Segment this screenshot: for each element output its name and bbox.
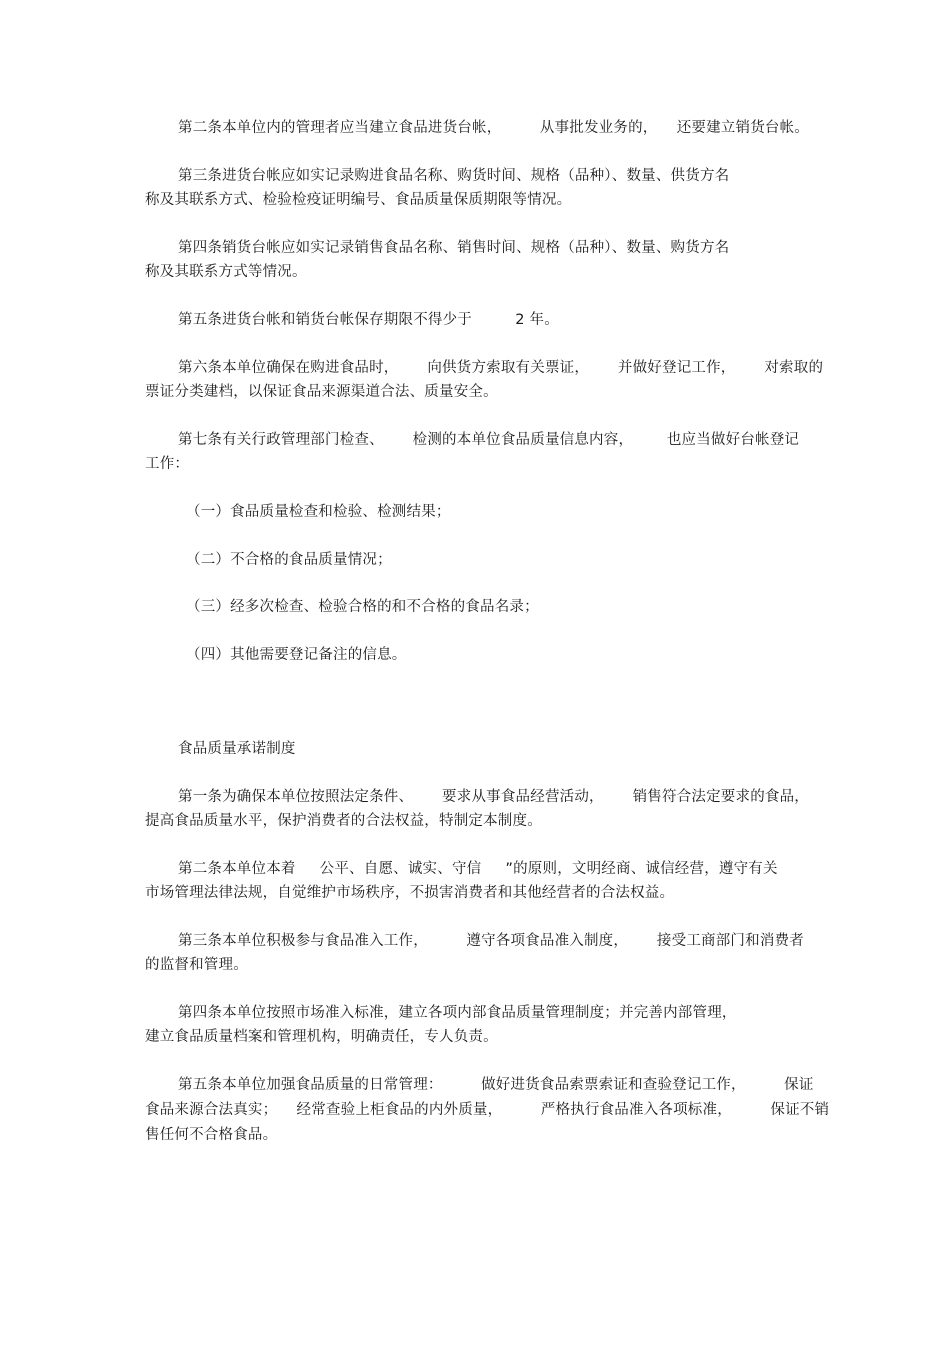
list-item: （四）其他需要登记备注的信息。 (186, 647, 407, 663)
s1-art7-line2: 工作： (145, 456, 190, 472)
s1-art5-line1: 第五条进货台帐和销货台帐保存期限不得少于 2 年。 (178, 312, 559, 328)
s1-art7-line1: 第七条有关行政管理部门检查、 检测的本单位食品质量信息内容， 也应当做好台帐登记 (178, 432, 800, 448)
s1-art6-line1: 第六条本单位确保在购进食品时， 向供货方索取有关票证， 并做好登记工作， 对索取的 (178, 360, 824, 376)
s2-art5-line3: 售任何不合格食品。 (145, 1127, 278, 1143)
s2-art2-line1: 第二条本单位本着 公平、自愿、诚实、守信 ”的原则，文明经商、诚信经营，遵守有关 (178, 861, 778, 877)
s1-art3-line2: 称及其联系方式、检验检疫证明编号、食品质量保质期限等情况。 (145, 192, 572, 208)
list-item: （二）不合格的食品质量情况； (186, 552, 392, 568)
s2-art2-line2: 市场管理法律法规，自觉维护市场秩序，不损害消费者和其他经营者的合法权益。 (145, 885, 675, 901)
s1-art6-line2: 票证分类建档，以保证食品来源渠道合法、质量安全。 (145, 384, 498, 400)
s2-art4-line1: 第四条本单位按照市场准入标准，建立各项内部食品质量管理制度；并完善内部管理， (178, 1005, 737, 1021)
s2-art5-line1: 第五条本单位加强食品质量的日常管理： 做好进货食品索票索证和查验登记工作， 保证 (178, 1077, 814, 1093)
section-title: 食品质量承诺制度 (178, 741, 296, 757)
s1-art4-line1: 第四条销货台帐应如实记录销售食品名称、销售时间、规格（品种）、数量、购货方名 (178, 240, 730, 256)
s2-art4-line2: 建立食品质量档案和管理机构，明确责任，专人负责。 (145, 1029, 498, 1045)
s2-art5-line2: 食品来源合法真实； 经常查验上柜食品的内外质量， 严格执行食品准入各项标准， 保证不销 (145, 1102, 830, 1118)
list-item: （三）经多次检查、检验合格的和不合格的食品名录； (186, 599, 539, 615)
s2-art1-line1: 第一条为确保本单位按照法定条件、 要求从事食品经营活动， 销售符合法定要求的食品， (178, 789, 810, 805)
s1-art2-line1: 第二条本单位内的管理者应当建立食品进货台帐， 从事批发业务的， 还要建立销货台帐。 (178, 120, 810, 136)
list-item: （一）食品质量检查和检验、检测结果； (186, 504, 451, 520)
s2-art1-line2: 提高食品质量水平，保护消费者的合法权益，特制定本制度。 (145, 813, 542, 829)
s2-art3-line1: 第三条本单位积极参与食品准入工作， 遵守各项食品准入制度， 接受工商部门和消费者 (178, 933, 804, 949)
s1-art4-line2: 称及其联系方式等情况。 (145, 264, 307, 280)
s2-art3-line2: 的监督和管理。 (145, 957, 248, 973)
s1-art3-line1: 第三条进货台帐应如实记录购进食品名称、购货时间、规格（品种）、数量、供货方名 (178, 168, 730, 184)
